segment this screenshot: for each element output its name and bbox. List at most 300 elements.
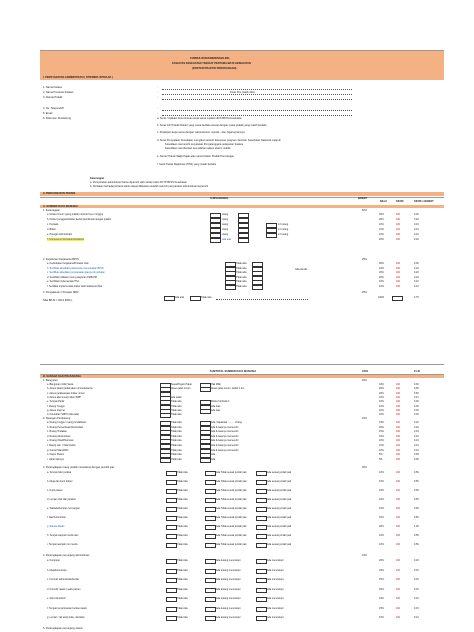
row-nilai: 100 — [396, 606, 400, 610]
b1-row-checkbox-2[interactable] — [200, 409, 211, 414]
a2-row-opt: Tidak ada — [236, 284, 247, 288]
b4-row-checkbox-2[interactable] — [205, 578, 216, 583]
b2-row-opt2: Ada & luasnya memenuhi — [211, 444, 239, 447]
note-1: a. Persyaratan administrasi harus dipenuhi oleh setiap calon FKTP BPJS Kesehatan — [90, 181, 187, 184]
b4-row-opt3: Ada mencukupi — [267, 568, 284, 572]
b3-row-opt: Tidak Ada — [177, 525, 188, 528]
b3-row-checkbox[interactable] — [166, 534, 177, 539]
b2-row-label: b. Ruang Pemeriksaan/Konsultasi — [47, 425, 84, 429]
row-pct: 10% — [379, 266, 384, 270]
b3-row-checkbox-3[interactable] — [256, 525, 267, 530]
section-a-bar — [40, 205, 444, 208]
a2-title: 2. Kepatuhan Kerjasama BPJS — [43, 258, 79, 261]
b3-row-checkbox-3[interactable] — [256, 489, 267, 494]
row-nilai: 100 — [396, 534, 400, 537]
row-skor: 0.30 — [414, 400, 419, 404]
row-nilai: 100 — [396, 471, 400, 474]
b4-row-opt3: Ada mencukupi — [267, 587, 284, 591]
b1-pct: 20% — [362, 379, 367, 382]
row-pct: 15% — [379, 587, 384, 591]
b3-row-checkbox-2[interactable] — [205, 489, 216, 494]
row-pct: 20% — [379, 275, 384, 279]
b3-row-opt3: Ada sesuai jumlah pak — [267, 516, 292, 519]
notes-title: Keterangan — [90, 177, 105, 180]
b4-row-checkbox-2[interactable] — [205, 597, 216, 602]
a2-row-label: a. Kedudukan Kerjasama/Proteksi Cam — [47, 262, 89, 265]
b3-row-label: d. Lemari obat dan perabot — [47, 498, 76, 501]
row-nilai: 100 — [396, 400, 400, 404]
b2-row-opt: Tidak Ada — [171, 453, 182, 457]
b4-row-label: b. Meja/kursi kerja — [47, 568, 67, 572]
b3-row-opt3: Ada sesuai jumlah pak — [267, 480, 292, 483]
b4-row-opt: Tidak Ada — [177, 559, 188, 562]
b4-pct: 10% — [362, 554, 367, 557]
b4-row-checkbox[interactable] — [166, 578, 177, 583]
a2-pct: 25% — [362, 258, 367, 261]
b3-title: 3. Perlengkapan ruang praktik mencakupi dengan pemilik pak: — [43, 466, 115, 469]
row-nilai: 100 — [396, 408, 400, 412]
b3-row-checkbox[interactable] — [166, 480, 177, 485]
b4-row-checkbox[interactable] — [166, 569, 177, 574]
b3-row-checkbox-2[interactable] — [205, 480, 216, 485]
b3-row-checkbox[interactable] — [166, 471, 177, 476]
row-pct: 10% — [379, 284, 384, 288]
note-2: b. Penilaian terhadap kriteria teknis dapat dilakukan setelah seluruh persyaratan administrasi terpenuhi — [90, 185, 209, 188]
b4-row-checkbox[interactable] — [166, 616, 177, 621]
b2-row-label: e. Ruang Obat/Pharmasi — [47, 439, 74, 443]
b4-row-checkbox[interactable] — [166, 597, 177, 602]
a2-extra: Nilai BPJS = 0013 3000 ), — [43, 299, 73, 302]
admin-field-label: 4. No. Telepon/HP — [43, 107, 65, 110]
a3-checkbox-1[interactable] — [164, 296, 175, 301]
row-nilai: 100 — [396, 434, 400, 438]
a3-nilai: 100% — [378, 296, 385, 299]
b4-row-label: e. Alat tulis kantor — [47, 597, 66, 600]
row-pct: 10% — [379, 480, 384, 483]
row-nilai: 100 — [396, 213, 400, 216]
b1-row-opt2: Ada luas — [211, 408, 221, 412]
b1-row-label: e. Tempat Parkir — [47, 400, 65, 404]
th-subvariabel: SUBVARIABEL — [210, 197, 229, 200]
b4-row-opt2: Ada kurang mencukupi — [216, 606, 241, 610]
admin-field-input[interactable] — [162, 92, 352, 95]
row-pct: 20% — [379, 271, 384, 274]
row-skor: 0.60 — [414, 391, 419, 395]
row-skor: 0.50 — [414, 498, 419, 501]
b3-row-checkbox-3[interactable] — [256, 516, 267, 521]
b3-row-label: c. Kursi pasien — [47, 489, 63, 492]
b3-row-label: b. Meja dan kursi dokter — [47, 480, 73, 483]
b2-row-opt: Tidak Ada — [171, 444, 182, 447]
row-pct: 10% — [379, 280, 384, 283]
b4-row-checkbox-2[interactable] — [205, 588, 216, 593]
b2-row-opt: Tidak Ada — [171, 425, 182, 429]
row-skor: 0.60 — [414, 387, 419, 391]
row-skor: 0.22 — [414, 421, 419, 424]
b2-row-opt2: Ada, Kapasitas .......... Orang — [211, 421, 242, 424]
b3-row-checkbox[interactable] — [166, 525, 177, 530]
a1-pct: 50% — [362, 209, 367, 212]
form-type: (DOKTER PRAKTIK PERORANGAN) — [192, 67, 237, 70]
row-skor: 0.50 — [414, 516, 419, 519]
row-pct: 30% — [379, 213, 384, 216]
b3-row-checkbox-3[interactable] — [256, 498, 267, 503]
row-skor: 0.10 — [414, 266, 419, 270]
b3-row-opt3: Ada sesuai jumlah pak — [267, 507, 292, 510]
b3-row-checkbox-3[interactable] — [256, 543, 267, 548]
b4-row-checkbox-3[interactable] — [256, 616, 267, 621]
row-nilai: 100 — [396, 516, 400, 519]
a1-row-opt: Ada ada — [222, 238, 231, 241]
b1-row-opt1: Tidak ada — [171, 404, 182, 408]
b3-row-label: f. Alat Kebersihan — [47, 516, 66, 519]
form-title: FORMULIR REKREDENSIALING — [190, 57, 230, 60]
row-pct: 20% — [379, 218, 384, 221]
b3-row-opt: Tidak Ada — [177, 498, 188, 501]
row-skor: 0.10 — [414, 223, 419, 226]
b4-row-checkbox[interactable] — [166, 607, 177, 612]
row-pct: 10% — [379, 404, 384, 408]
admin-field-label: 2. Nama Pimpinan Faskes — [43, 91, 74, 94]
a1-title: 1. Ketenagaan — [43, 209, 60, 212]
b4-row-label: c. Formulir administrasi/kertas — [47, 578, 79, 581]
b2-row-opt2: Ada & luasnya memenuhi — [211, 448, 239, 452]
b3-row-checkbox[interactable] — [166, 498, 177, 503]
row-pct: 10% — [379, 383, 384, 386]
b1-row-opt1: Akses jalan umum — [171, 387, 191, 391]
th-nilai: NILAI — [380, 200, 387, 203]
b2-row-opt2: Ada & luasnya memenuhi — [211, 434, 239, 438]
row-nilai: 100 — [396, 404, 400, 408]
row-pct: 20% — [379, 525, 384, 528]
b3-row-opt: Tidak Ada — [177, 480, 188, 483]
b3-row-opt3: Ada sesuai jumlah pak — [267, 498, 292, 501]
a1-row-checkbox-3[interactable] — [266, 233, 277, 238]
b1-row-opt1: Tidak ada — [171, 413, 182, 417]
b4-row-opt: Tidak Ada — [177, 568, 188, 572]
b1-row-opt2: Roda 2 & Roda 4 — [211, 400, 230, 404]
row-nilai: 100 — [396, 489, 400, 492]
row-pct: 5% — [379, 457, 383, 461]
b4-row-label: a. Komputer — [47, 559, 61, 562]
row-nilai: 100 — [396, 430, 400, 434]
row-pct: 10% — [379, 489, 384, 492]
b4-row-checkbox-3[interactable] — [256, 607, 267, 612]
b2-row-checkbox-2[interactable] — [200, 458, 211, 463]
b4-row-opt: Tidak Ada — [177, 606, 188, 610]
b2-row-checkbox[interactable] — [160, 458, 171, 463]
b1-row-opt2: Ada luas — [211, 404, 221, 408]
row-nilai: 100 — [396, 262, 400, 265]
a1-row-opt: orang — [222, 233, 229, 236]
row-skor: 0.20 — [414, 218, 419, 221]
row-pct: 10% — [379, 507, 384, 510]
row-nilai: 100 — [396, 457, 400, 461]
b3-row-checkbox-3[interactable] — [256, 534, 267, 539]
b3-row-opt2: Ada Tidak sesuai jumlah pak — [216, 498, 247, 501]
row-skor: 0.10 — [414, 280, 419, 283]
b1-row-checkbox-2[interactable] — [200, 387, 211, 392]
b4-row-checkbox-2[interactable] — [205, 559, 216, 564]
admin-field-colon: : — [157, 96, 158, 99]
row-skor: 0.15 — [414, 606, 419, 610]
a3-opt: Ada ada — [175, 296, 184, 299]
admin-field-input[interactable] — [162, 108, 352, 111]
b1-row-checkbox[interactable] — [160, 413, 171, 418]
b4-row-opt3: Ada mencukupi — [267, 578, 284, 581]
row-pct: 10% — [379, 395, 384, 399]
b2-row-opt2: Ada & luasnya memenuhi — [211, 430, 239, 434]
row-skor: 0.20 — [414, 238, 419, 241]
th-bobot: BOBOT — [358, 197, 368, 200]
b4-title: 4. Perlengkapan penunjang administrasi — [43, 554, 90, 557]
a2-row-checkbox[interactable] — [225, 285, 236, 290]
row-pct: 10% — [379, 228, 384, 231]
doc-sub-item: Kesediaan memberikan kemudahan akses sistem mobile — [165, 147, 231, 150]
admin-field-input[interactable] — [162, 87, 352, 90]
b4-row-label: f. Tempat penyimpanan berkas rekam — [47, 606, 87, 610]
th-skor: SKOR — [396, 200, 404, 203]
b4-row-checkbox-2[interactable] — [205, 616, 216, 621]
b2-row-opt2: Ada & luasnya memenuhi — [211, 425, 239, 429]
row-skor: 0.15 — [414, 578, 419, 581]
row-pct: 10% — [379, 439, 384, 443]
b3-row-label: e. Wastafel/tempat cuci tangan — [47, 507, 80, 510]
b3-row-checkbox-3[interactable] — [256, 471, 267, 476]
row-nilai: 100 — [396, 453, 400, 457]
row-nilai: 100 — [396, 228, 400, 231]
admin-field-label: 3. Alamat Praktik — [43, 96, 63, 99]
a1-row-label: e. Petugas Administrasi — [47, 233, 72, 236]
b3-row-checkbox-2[interactable] — [205, 471, 216, 476]
a1-row-opt: orang — [222, 218, 229, 221]
b1-row-label: b. Akses lokasi (dekat jalan umum/dekat ke — [47, 387, 93, 391]
a1-row-opt2: 2-3 orang — [278, 233, 289, 236]
a1-row-checkbox[interactable] — [210, 238, 221, 243]
b3-pct: 30% — [362, 466, 367, 469]
b3-row-opt: Tidak Ada — [177, 471, 188, 474]
row-nilai: 100 — [396, 616, 400, 619]
row-skor: 0.30 — [414, 404, 419, 408]
subtotal-header: SUBTOTAL SUMBER DAYA MANUSIA — [210, 370, 257, 373]
row-nilai: 100 — [396, 284, 400, 288]
b3-row-opt: Tidak Ada — [177, 543, 188, 546]
admin-field-colon: : — [157, 107, 158, 110]
b3-row-checkbox-3[interactable] — [256, 480, 267, 485]
row-skor: 0.20 — [414, 275, 419, 279]
b2-row-label: f. Ruang Lab. / Tata Usaha — [47, 444, 76, 447]
row-nilai: 100 — [396, 543, 400, 546]
a1-row-opt: orang — [222, 223, 229, 226]
b3-row-checkbox[interactable] — [166, 516, 177, 521]
row-pct: 10% — [379, 223, 384, 226]
a3-pct: 25% — [362, 291, 367, 294]
admin-field-input[interactable] — [162, 113, 352, 116]
b4-row-checkbox-3[interactable] — [256, 578, 267, 583]
a1-row-opt: orang — [222, 228, 229, 231]
row-pct: 10% — [379, 516, 384, 519]
row-pct: 10% — [379, 543, 384, 546]
b4-row-opt2: Ada kurang mencukupi — [216, 597, 241, 600]
row-skor: 0.10 — [414, 228, 419, 231]
b1-row-label: c. Akses pelaksanaan dokter umum — [47, 391, 85, 395]
section1-header: I. PERSYARATAN ADMINISTRASI ( DITERIMA /DITOLAK ) — [43, 76, 113, 79]
row-skor: 0.10 — [414, 233, 419, 236]
row-nilai: 100 — [396, 413, 400, 417]
b2-row-label: a. Ruang tunggu / ruang pendaftaran — [47, 421, 87, 424]
a1-row-checkbox-2[interactable] — [238, 238, 249, 243]
admin-field-colon: : — [157, 86, 158, 89]
section2-header-bar — [40, 192, 444, 196]
row-skor: 0.30 — [414, 413, 419, 417]
row-skor: 0.30 — [414, 408, 419, 412]
b4-row-opt: Tidak Ada — [177, 587, 188, 591]
doc-item: a. Surat / Aplikasi Permohonan kerja sama melalui HFIS BPJS Kesehatan — [157, 117, 242, 120]
a2-row-checkbox-2[interactable] — [252, 285, 263, 290]
section2-header: II. PERSYARATAN TEKNIS — [43, 192, 76, 195]
b3-row-opt2: Ada Tidak sesuai jumlah pak — [216, 525, 247, 528]
b3-row-checkbox-2[interactable] — [205, 498, 216, 503]
row-pct: 10% — [379, 448, 384, 452]
b2-title: 2. Ruangan Pendukung — [43, 417, 71, 420]
b1-row-label: d. Akses alat /energi /sikon BRP — [47, 395, 82, 399]
form-subtitle: FASILITAS KESEHATAN TINGKAT PERTAMA BPJS KESEHATAN — [172, 62, 251, 65]
b2-row-label: c. Ruang Tindakan — [47, 430, 67, 434]
row-skor: 1.00 — [414, 525, 419, 528]
b3-row-opt2: Ada Tidak sesuai jumlah pak — [216, 471, 247, 474]
b4-row-checkbox[interactable] — [166, 559, 177, 564]
subtotal-pct: 100% — [362, 370, 369, 373]
b3-row-opt3: Ada sesuai jumlah pak — [267, 489, 292, 492]
b2-row-label: i. Lahan lainnya — [47, 457, 64, 461]
b2-row-label: h. Dapur Pasien — [47, 453, 65, 457]
a1-row-label: d. Bidan — [47, 228, 56, 231]
b1-row-opt2: Akses jalan umum, radius 1 km — [211, 387, 245, 391]
b3-row-checkbox[interactable] — [166, 543, 177, 548]
row-nilai: 100 — [396, 425, 400, 429]
row-pct: 15% — [379, 578, 384, 581]
b3-row-opt2: Ada Tidak sesuai jumlah pak — [216, 534, 247, 537]
b4-row-checkbox-3[interactable] — [256, 569, 267, 574]
b3-row-checkbox-2[interactable] — [205, 543, 216, 548]
b3-row-label: g. Sarana Medis — [47, 525, 65, 528]
b2-row-label: d. Ruang Administrasi — [47, 434, 71, 438]
row-nilai: 100 — [396, 266, 400, 270]
b4-row-opt3: Ada mencukupi — [267, 559, 284, 562]
row-nilai: 100 — [396, 568, 400, 572]
b4-row-checkbox[interactable] — [166, 588, 177, 593]
b4-row-checkbox-3[interactable] — [256, 588, 267, 593]
b4-row-checkbox-2[interactable] — [205, 569, 216, 574]
b4-row-opt2: Ada kurang mencukupi — [216, 587, 241, 591]
a1-row-label: c. Perawat — [47, 223, 59, 226]
b4-row-label: g. Lemari / rak arsip buku, dan/atau — [47, 616, 85, 619]
admin-field-input[interactable] — [162, 97, 352, 100]
b3-row-checkbox-2[interactable] — [205, 507, 216, 512]
row-nilai: 100 — [396, 507, 400, 510]
row-pct: 10% — [379, 597, 384, 600]
b4-row-checkbox-3[interactable] — [256, 559, 267, 564]
row-nilai: 100 — [396, 587, 400, 591]
b1-row-label: a. Bangunan milik/ Sewa — [47, 383, 74, 386]
row-nilai: 100 — [396, 525, 400, 528]
b4-row-opt: Tidak Ada — [177, 578, 188, 581]
b3-row-checkbox-2[interactable] — [205, 534, 216, 539]
b4-row-checkbox-2[interactable] — [205, 607, 216, 612]
a2-row-label: b. Sertifikat akreditasi puskesmas memutuskan BPJS — [47, 266, 104, 270]
b4-row-opt2: Ada kurang mencukupi — [216, 568, 241, 572]
th-skor-bobot: SKOR x BOBOT — [414, 200, 434, 203]
b2-row-opt2: Ada — [211, 453, 216, 457]
b1-row-label: f. Ruang Tunggu — [47, 404, 65, 408]
row-nilai: 100 — [396, 383, 400, 386]
a1-row-label: f. Kompetensi Tambahan/Pelatihan — [47, 238, 85, 241]
b4-row-label: d. Formulir rekam medis pasien — [47, 587, 81, 591]
b3-row-checkbox-3[interactable] — [256, 507, 267, 512]
a3-opt2: Tidak ada — [201, 296, 212, 299]
b3-row-checkbox[interactable] — [166, 507, 177, 512]
row-nilai: 100 — [396, 395, 400, 399]
a2-row-opt: Tidak ada — [236, 271, 247, 274]
doc-item: b. Surat Izin Praktik Dokter yang masa berlaku sesuai dengan masa praktik yang masih berlaku — [157, 124, 267, 127]
row-skor: 0.10 — [414, 444, 419, 447]
b1-row-opt2: Hak Milik — [211, 383, 221, 386]
row-skor: 0.50 — [414, 471, 419, 474]
row-skor: 0.15 — [414, 587, 419, 591]
row-nilai: 100 — [396, 480, 400, 483]
row-skor: 0.05 — [414, 457, 419, 461]
row-skor: 0.20 — [414, 559, 419, 562]
b1-row-opt1: Sewa/Pinjam Pakai — [171, 383, 192, 386]
row-skor: 0.10 — [414, 448, 419, 452]
b2-row-opt: Tidak Ada — [171, 448, 182, 452]
row-nilai: 100 — [396, 559, 400, 562]
doc-item: d. Surat Pernyataan Kesediaan mengikuti seluruh ketentuan program Jaminan Kesehatan Nasional meliputi — [157, 139, 281, 142]
row-nilai: 100 — [396, 238, 400, 241]
row-nilai: 100 — [396, 218, 400, 221]
row-pct: 20% — [379, 387, 384, 391]
b3-row-checkbox[interactable] — [166, 489, 177, 494]
b3-row-checkbox-2[interactable] — [205, 525, 216, 530]
a3-checkbox-2[interactable] — [190, 296, 201, 301]
row-skor: 0.10 — [414, 439, 419, 443]
b3-row-checkbox-2[interactable] — [205, 516, 216, 521]
b4-row-opt3: Ada mencukupi — [267, 616, 284, 619]
b4-row-checkbox-3[interactable] — [256, 597, 267, 602]
row-skor: 0.50 — [414, 480, 419, 483]
row-pct: 15% — [379, 421, 384, 424]
row-skor: 0.30 — [414, 262, 419, 265]
doc-label: 6. Dokumen Pendukung — [43, 117, 71, 120]
row-nilai: 100 — [396, 578, 400, 581]
row-nilai: 100 — [396, 280, 400, 283]
admin-field-colon: : — [157, 91, 158, 94]
doc-item: c. Perjanjian kerja sama dengan Laboratorium, Apotek , dan Jejaring lainnya — [157, 131, 245, 134]
b2-row-opt2: Ada — [211, 457, 216, 461]
b4-row-opt: Tidak Ada — [177, 616, 188, 619]
row-skor: 0.05 — [414, 453, 419, 457]
row-pct: 10% — [379, 534, 384, 537]
b2-row-opt: Tidak Ada — [171, 421, 182, 424]
b2-row-label: g. Kamar Mandi/WC — [47, 448, 69, 452]
section-b-bar — [40, 375, 444, 378]
row-skor: 0.10 — [414, 616, 419, 619]
row-pct: 10% — [379, 233, 384, 236]
row-nilai: 100 — [396, 271, 400, 274]
doc-item: f. Surat Tanda Registrasi (STR) yang masih berlaku — [157, 163, 217, 166]
row-pct: 20% — [379, 238, 384, 241]
doc-sub-item: Kesediaan memenuhi peryaratan Penyelenggara pelayanan Faskes — [165, 143, 244, 146]
